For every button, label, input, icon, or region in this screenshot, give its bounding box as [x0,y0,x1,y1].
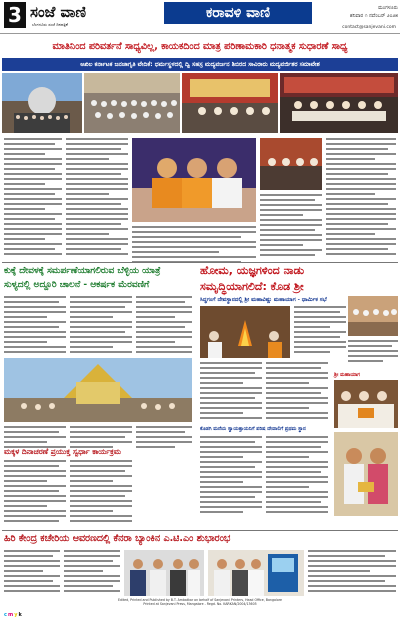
story-four-col-1 [4,460,66,526]
story-three-col-3 [200,362,262,422]
top-story-col-4 [260,194,322,258]
seers-photo [132,138,256,222]
story-two-col-2 [70,296,132,356]
dateline [316,4,398,20]
divider-2 [2,530,398,531]
masthead [0,0,400,34]
story-six-headline: ಹಿರಿ ಕೇಂದ್ರ ಕಚೇರಿಯ ಆವರಣದಲ್ಲಿ ಕೆನರಾ ಬ್ಯಾಂಕಿನ ಎ.ಟಿ.ಎಂ ಶುಭಾರಂಭ [4,533,231,544]
story-two-col-5 [70,426,132,446]
award-photo [334,432,398,516]
story-six-col-2 [64,550,120,596]
left-brand-subtitle: ಬೆಂಗಳೂರು ಸಂಜೆ ದಿನಪತ್ರಿಕೆ [32,22,68,27]
page-number: 3 [4,2,26,28]
story-seven-col-2 [266,436,328,516]
story-two-col-6 [136,426,192,446]
top-story-col-5 [326,138,396,258]
top-headline: ಮಾತಿನಿಂದ ಪರಿವರ್ತನೆ ಸಾಧ್ಯವಿಲ್ಲ, ಕಾಯಕದಿಂದ ಮಾತ್ರ ಪರಿಣಾಮಕಾರಿ ಧನಾತ್ಮಕ ಸುಧಾರಣೆ ಸಾಧ್ಯ [0,36,400,56]
left-brand: ಸಂಜೆ ವಾಣಿ [30,3,87,21]
story-four-headline: ಮಕ್ಕಳ ದಿನಾಚರಣೆ ಪ್ರಯುಕ್ತ ಸ್ವರ್ಧಾ ಕಾರ್ಯಕ್ರಮ [4,447,121,456]
top-story-col-1 [4,138,62,258]
story-six-col-3 [308,550,396,596]
story-two-headline-1: ಕುಕ್ಕೆ ದೇವಳಕ್ಕೆ ಸಮರ್ಪಣೆಯಾಗಲಿರುವ ಬೆಳ್ಳಿಯ ಯಾತ್ರೆ [4,266,161,276]
story-three-headline-2: ಸಮೃದ್ಧಿಯಾಗಲಿದೆ: ಕೊಡ ಶ್ರೀ [200,280,304,293]
yaga-photo [334,380,398,428]
story-six-col-1 [4,550,60,596]
cmyk-marks [4,612,23,618]
cmyk-k: k [18,612,22,618]
dateline-city: ಮಂಗಳೂರು [378,5,398,11]
stage-photo [260,138,322,190]
right-brand: ಕರಾವಳಿ ವಾಣಿ [164,2,312,24]
story-four-col-2 [70,460,132,526]
chariot-photo [4,358,192,422]
top-photo-4 [280,73,398,133]
divider-1 [2,262,398,263]
story-five-label: ಶ್ರೀ ಮಹಾಯಾಗ [334,372,360,378]
dateline-date: ಶನಿವಾರ ೧ ನವೆಂಬರ್ ೨೦೨೫ [350,13,398,19]
contact-email: contact@sanjevani.com [342,25,396,30]
havan-photo [200,306,290,358]
cmyk-y: y [14,612,18,618]
story-three-headline-1: ಹೋಮ, ಯಜ್ಞಗಳಿಂದ ನಾಡು [200,264,305,277]
atm-photo-1 [124,550,204,596]
story-three-col-2 [348,340,398,370]
cmyk-c: c [4,612,7,618]
imprint-line-1: Edited, Printed and Published by B.T. Ambatkar on behalf of Sanjevani Printers, Head Office, Bangalore [118,598,282,602]
story-seven-headline: ಕೊಡಗಿ ಮನೆಯ ಸ್ವಾಯತ್ತಾಯನಿಗೆ ಪರಿಷ ದೇವಾಲಿಗೆ ಪ್ರಥಮ ಸ್ಥಾನ [200,426,306,432]
top-photo-3 [182,73,278,133]
top-story-col-3 [132,226,256,258]
story-two-col-4 [4,426,66,446]
imprint-line-2: Printed at Sanjevani Press, Mangalore - Regd. No. KARKAN/2004/13605 [143,602,257,606]
story-seven-col-1 [200,436,262,516]
crowd-photo [348,296,398,336]
top-story-col-2 [66,138,128,258]
story-two-headline-2: ಸುಳ್ಯದಲ್ಲಿ ಅದ್ದೂರಿ ಚಾಲನೆ - ಆಕರ್ಷಕ ಮೆರವಣಿಗೆ [4,280,150,290]
story-three-col-1 [294,306,346,358]
story-three-col-4 [266,362,328,422]
story-two-col-3 [136,296,192,356]
top-photo-1 [2,73,82,133]
story-three-subhead: ಸಿದ್ಧಗಂಗೆ ದೇವಸ್ಥಾನದಲ್ಲಿ ಶ್ರೀ ಮಹಾವಿಷ್ಣು ಮಹಾಯಾಗ - ಧಾರ್ಮಿಕ ಸಭೆ [200,297,327,303]
atm-photo-2 [208,550,304,596]
imprint-footer [0,598,400,608]
story-two-col-1 [4,296,66,356]
top-subheadline: ಅಖಿಲ ಕರ್ನಾಟಕ ಜನಜಾಗೃತಿ ವೇದಿಕೆ: ಧರ್ಮಸ್ಥಳದಲ್ಲಿ ದ್ವಿ ಸಹಸ್ರ ಮದ್ಯವರ್ಜನ ಶಿಬಿರದ ಸಾವಿರಾರು ಮದ್ಯವರ್ಜಿತರ ಸಮಾವೇಶ [2,58,398,71]
top-photo-2 [84,73,180,133]
cmyk-m: m [7,612,14,618]
